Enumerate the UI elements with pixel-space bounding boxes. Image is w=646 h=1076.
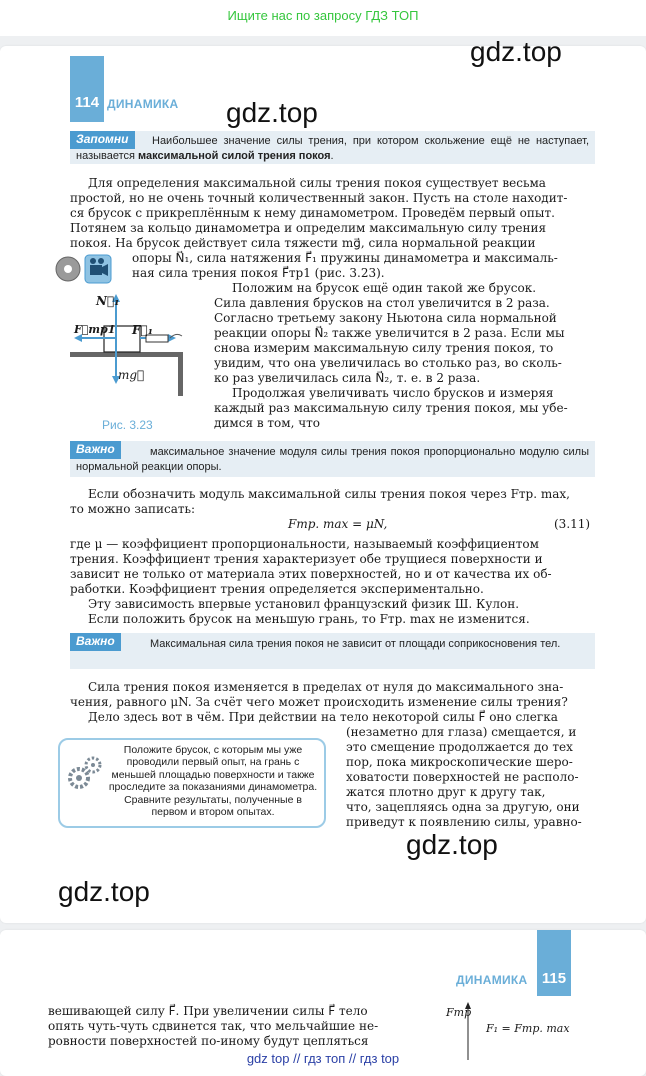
important-label-2: Важно — [70, 633, 121, 651]
watermark: gdz.top — [58, 876, 150, 907]
top-banner — [0, 0, 646, 36]
textbook-page-114: gdz.top gdz.top 114 ДИНАМИКА Наибольшее значение силы трения, при котором скольжение ещё не наступает, называется максимальной силой трения покоя. Запомни Для определения максимальной силы трения покоя существует весьма простой, но не очень точный количественный закон. Пусть на столе находит- ся брусок с прикреплённым к нему динамометром. Проведём первый опыт. Потянем за кольцо динамометра и определим максимальную силу трения покоя. На брусок действует сила тяжести mg⃗, сила нормальной реакции опоры N⃗₁, сила натяжения F⃗₁ пружины динамометра и максималь- ная сила трения покоя F⃗тр1 (рис. 3.23). N⃗₁ F⃗тр1 F⃗₁ mg⃗ Рис. 3.23 Положим на брусок ещё один такой же брусок. Сила давления брусков на стол увеличится в 2 раза. Согласно третьему закону Ньютона сила нормальной реакции опоры N⃗₂ также увеличится в 2 раза. Если мы снова измерим максимальную силу трения покоя, то увидим, что она увеличилась во столько раз, во сколь- ко раз увеличилась сила N⃗₂, т. е. в 2 раза. Продолжая увеличивать число брусков и измеряя каждый раз максимальную силу трения покоя, мы убе- димся в том, что максимальное значение модуля силы трения покоя пропорционально модулю силы нормальной реакции опоры. Важно Если обозначить модуль максимальной силы трения покоя через Fтр. max, то можно записать: Fтр. max = μN, (3.11) где μ — коэффициент пропорциональности, называемый коэффициентом трения. Коэффициент трения характеризует обе трущиеся поверхности и зависит не только от материала этих поверхностей, но и от качества их об- работки. Коэффициент трения определяется экспериментально. Эту зависимость впервые установил французский физик Ш. Кулон. Если положить брусок на меньшую грань, то Fтр. max не изменится. Максимальная сила трения покоя не зависит от площади соприкосновения тел. Важно Сила трения покоя изменяется в пределах от нуля до максимального зна- чения, равного μN. За счёт чего может происходить изменение силы трения? Дело здесь вот в чём. При действии на тело некоторой силы F⃗ оно слегка Положите брусок, с которым мы уже проводили первый опыт, на грань с меньшей площадью поверхности и также проследите за показаниями динамометра. Сравните результаты, полученные в первом и втором опытах. (незаметно для глаза) смещается, и это смещение продолжается до тех пор, пока микроскопические шеро- ховатости поверхностей не располо- жатся плотно друг к другу так, что, зацепляясь одна за другую, они приведут к появлению силы, уравно- gdz.top gdz.top — [0, 46, 646, 923]
page2-line: опять чуть-чуть сдвинется так, что мельчайшие не- — [48, 1019, 379, 1033]
banner-text: Ищите нас по запросу ГДЗ ТОП — [227, 8, 419, 23]
section-title: ДИНАМИКА — [456, 973, 528, 987]
formula-number: (3.11) — [554, 517, 591, 531]
watermark: gdz.top — [406, 829, 498, 860]
watermark: gdz.top — [470, 36, 562, 67]
important-box-2 — [70, 633, 595, 669]
graph-label-eq: F₁ = Fтр. max — [486, 1022, 570, 1035]
important-text-1: максимальное значение модуля силы трения покоя пропорционально модулю силы нормальной реакции опоры. — [76, 446, 589, 473]
video-icon[interactable] — [84, 254, 112, 288]
formula-3-11: Fтр. max = μN, — [288, 517, 388, 531]
task-text: Положите брусок, с которым мы уже проводили первый опыт, на грань с меньшей площадью поверхности и также проследите за показаниями динамометра. Сравните результаты, полученные в первом и втором опытах. — [108, 744, 318, 819]
graph-label-ftr: Fтр — [446, 1006, 472, 1019]
task-box — [58, 738, 326, 828]
remember-label: Запомни — [70, 131, 135, 149]
page2-line: вешивающей силу F⃗. При увеличении силы F⃗ тело — [48, 1004, 368, 1018]
section-title: ДИНАМИКА — [107, 97, 179, 111]
watermark: gdz.top — [226, 97, 318, 128]
important-box-1 — [70, 441, 595, 477]
page-number: 114 — [70, 56, 104, 122]
gears-icon — [66, 754, 104, 792]
important-label-1: Важно — [70, 441, 121, 459]
label-n1: N⃗₁ — [96, 294, 120, 308]
page-number: 115 — [537, 930, 571, 996]
disc-icon[interactable] — [54, 255, 82, 287]
figure-caption: Рис. 3.23 — [102, 418, 153, 432]
remember-box — [70, 131, 595, 164]
footer-links: gdz top // гдз топ // гдз top — [246, 1051, 400, 1066]
paragraph-4-line: то можно записать: — [70, 502, 196, 516]
paragraph-4-line: Если обозначить модуль максимальной силы трения покоя через Fтр. max, — [88, 487, 570, 501]
page2-line: ровности поверхностей по-иному будут цепляться — [48, 1034, 369, 1048]
label-mg: mg⃗ — [118, 368, 145, 382]
label-ftr1: F⃗тр1 — [74, 323, 116, 336]
important-text-2: Максимальная сила трения покоя не зависит от площади соприкосновения тел. — [150, 638, 561, 650]
remember-text: Наибольшее значение силы трения, при котором скольжение ещё не наступает, называется максимальной силой трения покоя. — [76, 135, 589, 162]
label-f1: F⃗₁ — [132, 323, 153, 337]
